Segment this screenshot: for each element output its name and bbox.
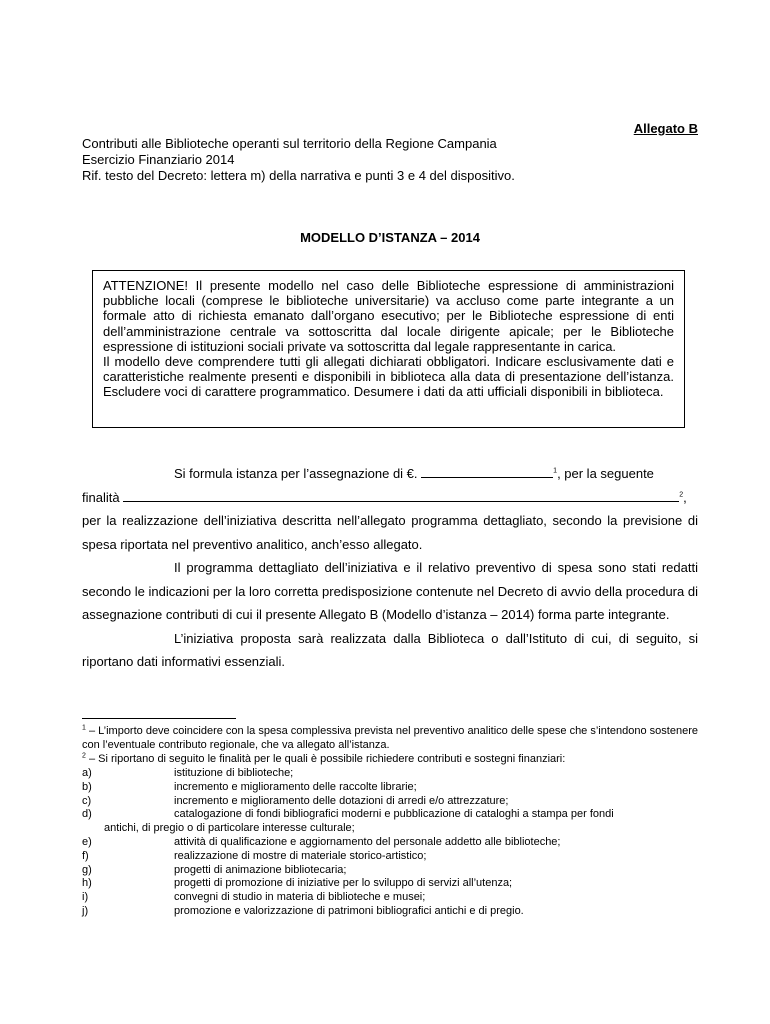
request-intro: Si formula istanza per l’assegnazione di €. [174,466,418,481]
list-item-label: f) [82,849,89,862]
list-item [82,877,698,891]
list-item-text: catalogazione di fondi bibliografici moderni e pubblicazione di cataloghi a stampa per fondi [174,808,614,821]
footnote-ref-2: 2 [679,491,684,499]
footnote-1-text: – L’importo deve coincidere con la spesa complessiva prevista nel preventivo analitico delle spese che s’intendono sostenere con l’eventuale contributo regionale, che va allegato all’istanza. [82,725,698,751]
header-line-2: Esercizio Finanziario 2014 [82,152,235,167]
list-item-text: istituzione di biblioteche; [174,767,294,779]
list-item-label: e) [82,835,92,848]
footnote-2-mark: 2 [82,751,86,759]
initiative-paragraph: L’iniziativa proposta sarà realizzata dalla Biblioteca o dall’Istituto di cui, di seguito, si riportano dati informativi essenziali. [82,630,698,669]
footnote-separator [82,718,236,719]
list-item-label: c) [82,794,92,807]
request-paragraph [82,462,698,486]
footnote-1 [82,725,698,766]
list-item [82,781,698,795]
document-title: MODELLO D’ISTANZA – 2014 [300,230,480,245]
list-item [82,795,698,809]
list-item [82,864,698,878]
purpose-label: finalità [82,489,120,505]
header-line-3: Rif. testo del Decreto: lettera m) della narrativa e punti 3 e 4 del dispositivo. [82,168,515,183]
list-item-text: incremento e miglioramento delle raccolte librarie; [174,780,417,793]
purpose-list [82,767,698,919]
footnote-1-mark: 1 [82,724,86,732]
footnote-ref-1: 1 [553,467,558,475]
program-paragraph: Il programma dettagliato dell’iniziativa e il relativo preventivo di spesa sono stati redatti secondo le indicazioni per la loro corretta predisposizione contenute nel Decreto di avvio della procedura di assegnazione contributi di cui il presente Allegato B (Modello d’istanza – 2014) forma parte integrante. [82,560,698,622]
list-item-text: incremento e miglioramento delle dotazioni di arredi e/o attrezzature; [174,794,509,807]
purpose-comma: , [683,489,687,505]
list-item [82,850,698,864]
notice-paragraph-1: ATTENZIONE! Il presente modello nel caso delle Biblioteche espressione di amministrazioni pubbliche locali (comprese le biblioteche universitarie) va accluso come parte integrante a un formale atto di richiesta emanato dall’organo esecutivo; per le Biblioteche espressione di enti dell’amministrazione centrale va sottoscritta dal locale dirigente apicale; per le Biblioteche espressione di istituzioni sociali private va sottoscritta dal legale rappresentante in carica. [103,278,674,354]
footnote-2-text: – Si riportano di seguito le finalità per le quali è possibile richiedere contributi e sostegni finanziari: [85,752,566,765]
list-item-text-continued: antichi, di pregio o di particolare interesse culturale; [104,822,355,835]
list-item-text: progetti di animazione bibliotecaria; [174,863,347,876]
body-text [82,462,698,674]
purpose-line [82,486,698,510]
request-purpose-lead: , per la seguente [557,466,654,481]
list-item-text: attività di qualificazione e aggiornamento del personale addetto alle biblioteche; [174,835,561,848]
amount-field[interactable] [421,466,553,478]
list-item-label: a) [82,767,92,779]
notice-box [92,270,685,428]
header-line-1: Contributi alle Biblioteche operanti sul territorio della Regione Campania [82,136,497,151]
list-item [82,891,698,905]
list-item-text: progetti di promozione di iniziative per lo sviluppo di servizi all’utenza; [174,877,513,890]
list-item-label: b) [82,780,92,793]
list-item-text: realizzazione di mostre di materiale storico-artistico; [174,849,427,862]
list-item [82,808,698,836]
realization-paragraph: per la realizzazione dell’iniziativa descritta nell’allegato programma dettagliato, secondo la previsione di spesa riportata nel preventivo analitico, anch’esso allegato. [82,513,698,552]
list-item-label: i) [82,891,89,904]
list-item-text: convegni di studio in materia di biblioteche e musei; [174,891,426,904]
list-item-text: promozione e valorizzazione di patrimoni bibliografici antichi e di pregio. [174,904,524,917]
list-item-label: d) [82,808,92,821]
list-item-label: h) [82,877,92,890]
purpose-field[interactable] [123,490,679,502]
list-item [82,836,698,850]
list-item-label: j) [82,904,89,917]
list-item-label: g) [82,863,92,876]
notice-paragraph-2: Il modello deve comprendere tutti gli allegati dichiarati obbligatori. Indicare esclusivamente dati e caratteristiche realmente presenti e disponibili in biblioteca alla data di presentazione dell’istanza. Escludere voci di carattere programmatico. Desumere i dati da atti ufficiali disponibili in biblioteca. [103,354,674,400]
list-item [82,767,698,781]
allegato-label: Allegato B [633,121,698,136]
list-item [82,905,698,919]
